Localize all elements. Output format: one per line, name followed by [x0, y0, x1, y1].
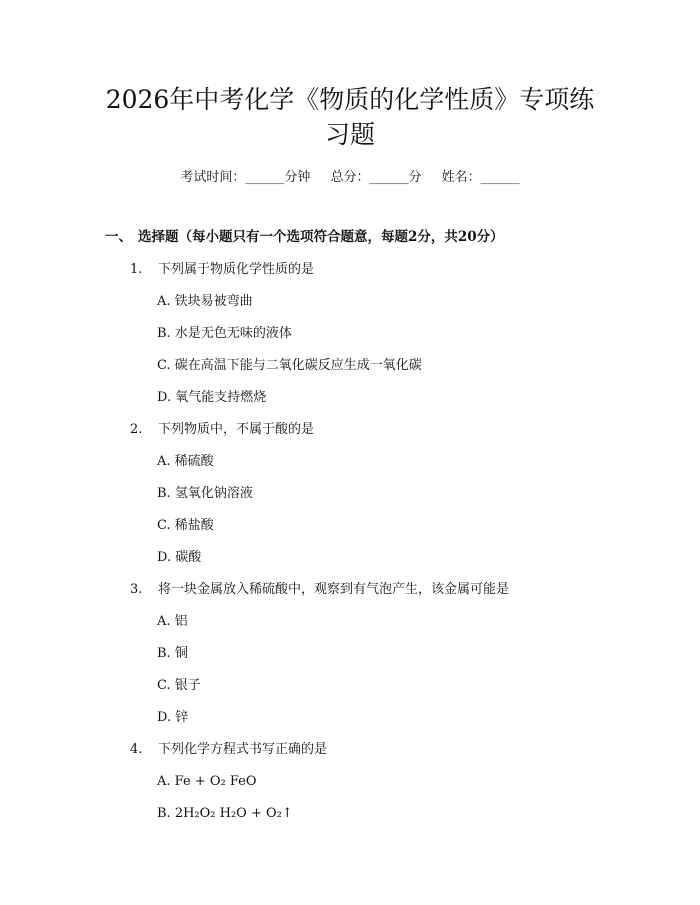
option-2b: B. 氢氧化钠溶液	[157, 486, 253, 501]
question-4	[130, 740, 327, 760]
total-score-field: 总分：______分	[330, 170, 422, 185]
option-3c: C. 银子	[157, 678, 201, 693]
question-3	[130, 580, 509, 600]
section-heading	[105, 227, 504, 247]
option-2c: C. 稀盐酸	[157, 518, 214, 533]
question-2	[130, 420, 314, 440]
option-3a: A. 铝	[157, 614, 188, 629]
question-number: 1.	[130, 262, 143, 277]
exam-info-line	[0, 168, 700, 188]
option-1c: C. 碳在高温下能与二氧化碳反应生成一氧化碳	[157, 358, 422, 373]
option-3b: B. 铜	[157, 646, 188, 661]
option-3d: D. 锌	[157, 710, 189, 725]
option-2d: D. 碳酸	[157, 550, 202, 565]
section-number: 一、	[105, 229, 132, 245]
exam-time-field: 考试时间：______分钟	[180, 170, 311, 185]
question-text: 下列物质中，不属于酸的是	[158, 422, 315, 437]
option-1d: D. 氧气能支持燃烧	[157, 390, 267, 405]
option-4b: B. 2H₂O₂ H₂O + O₂↑	[157, 806, 293, 821]
document-title-line-1: 2026年中考化学《物质的化学性质》专项练	[105, 85, 595, 114]
question-text: 下列属于物质化学性质的是	[158, 262, 315, 277]
section-title: 选择题（每小题只有一个选项符合题意，每题2分，共20分）	[138, 229, 504, 245]
student-name-field: 姓名：______	[441, 170, 520, 185]
document-title-line-2: 习题	[324, 120, 375, 149]
question-text: 下列化学方程式书写正确的是	[158, 742, 328, 757]
question-text: 将一块金属放入稀硫酸中，观察到有气泡产生，该金属可能是	[158, 582, 510, 597]
option-1b: B. 水是无色无味的液体	[157, 326, 292, 341]
question-1	[130, 260, 314, 280]
option-2a: A. 稀硫酸	[157, 454, 214, 469]
option-4a: A. Fe + O₂ FeO	[157, 774, 257, 789]
option-1a: A. 铁块易被弯曲	[157, 294, 253, 309]
question-number: 4.	[130, 742, 143, 757]
question-number: 3.	[130, 582, 143, 597]
question-number: 2.	[130, 422, 143, 437]
